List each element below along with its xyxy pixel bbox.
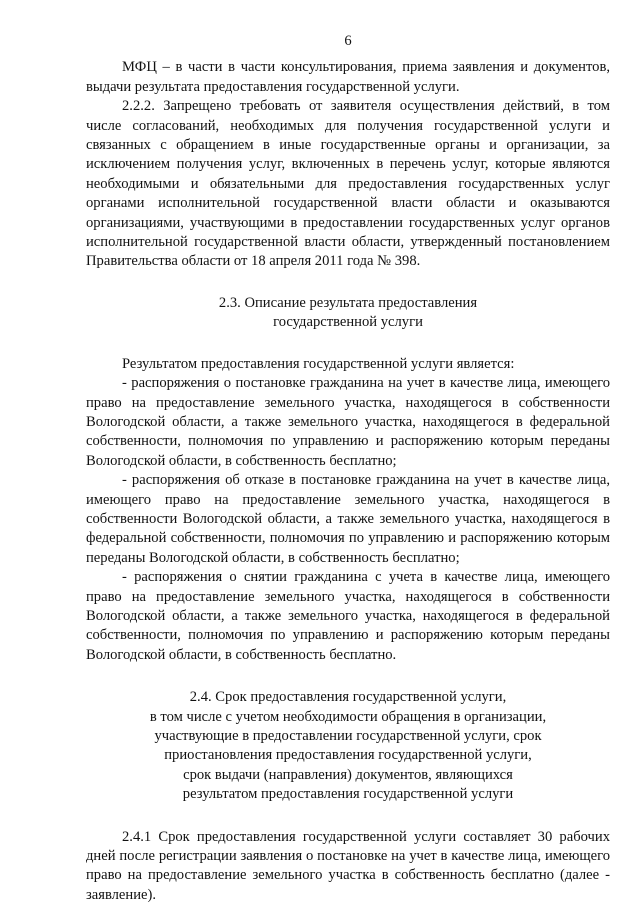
section-2-3-heading [86, 294, 610, 333]
result-item: - распоряжения о постановке гражданина на учет в качестве лица, имеющего право на предоставление земельного участка, находящегося в собственности Вологодской области, а также земельного участка, находящегося в федеральной собственности, полномочия по управлению и распоряжению которым переданы Вологодской области, в собственность бесплатно; [86, 375, 610, 469]
section-2-4-heading-line: в том числе с учетом необходимости обращения в организации, [149, 708, 547, 725]
page-number: 6 [344, 33, 352, 49]
section-2-4-heading-line: 2.4. Срок предоставления государственной услуги, [189, 689, 507, 706]
section-2-4-heading-line: срок выдачи (направления) документов, являющихся [183, 766, 513, 783]
paragraph-2-2-2: 2.2.2. Запрещено требовать от заявителя осуществления действий, в том числе согласований, необходимых для получения государственной услуги и связанных с обращением в иные государственные органы и организации, за исключением получения услуг, включенных в перечень услуг, которые являются необходимыми и обязательными для предоставления государственных услуг органами исполнительной государственной власти области и оказываются организациями, участвующими в предоставлении государственных услуг органов исполнительной государственной власти области, утвержденный постановлением Правительства области от 18 апреля 2011 года № 398. [86, 98, 610, 270]
mfc-paragraph: МФЦ – в части в части консультирования, приема заявления и документов, выдачи результата предоставления государственной услуги. [86, 59, 610, 95]
section-2-3-intro: Результатом предоставления государственной услуги является: [122, 355, 515, 372]
paragraph-2-4-1: 2.4.1 Срок предоставления государственной услуги составляет 30 рабочих дней после регистрации заявления о постановке на учет в качестве лица, имеющего право на предоставление земельного участка в собственность бесплатно (далее - заявление). [86, 828, 610, 903]
section-2-4-heading [86, 688, 610, 804]
document-page [86, 32, 610, 905]
result-item: - распоряжения о снятии гражданина с учета в качестве лица, имеющего право на предоставление земельного участка, находящегося в собственности Вологодской области, а также земельного участка, находящегося в федеральной собственности, полномочия по управлению и распоряжению которым переданы Вологодской области, в собственность бесплатно. [86, 569, 610, 663]
section-2-3-heading-line: государственной услуги [273, 314, 423, 331]
section-2-4-heading-line: приостановления предоставления государственной услуги, [164, 747, 532, 764]
section-2-3-heading-line: 2.3. Описание результата предоставления [218, 294, 478, 311]
section-2-4-heading-line: участвующие в предоставлении государственной услуги, срок [154, 728, 542, 744]
result-item: - распоряжения об отказе в постановке гражданина на учет в качестве лица, имеющего право на предоставление земельного участка, находящегося в собственности Вологодской области, а также земельного участка, находящегося в федеральной собственности, полномочия по управлению и распоряжению которым переданы Вологодской области, в собственность бесплатно; [86, 472, 610, 566]
section-2-4-heading-line: результатом предоставления государственной услуги [182, 786, 514, 803]
